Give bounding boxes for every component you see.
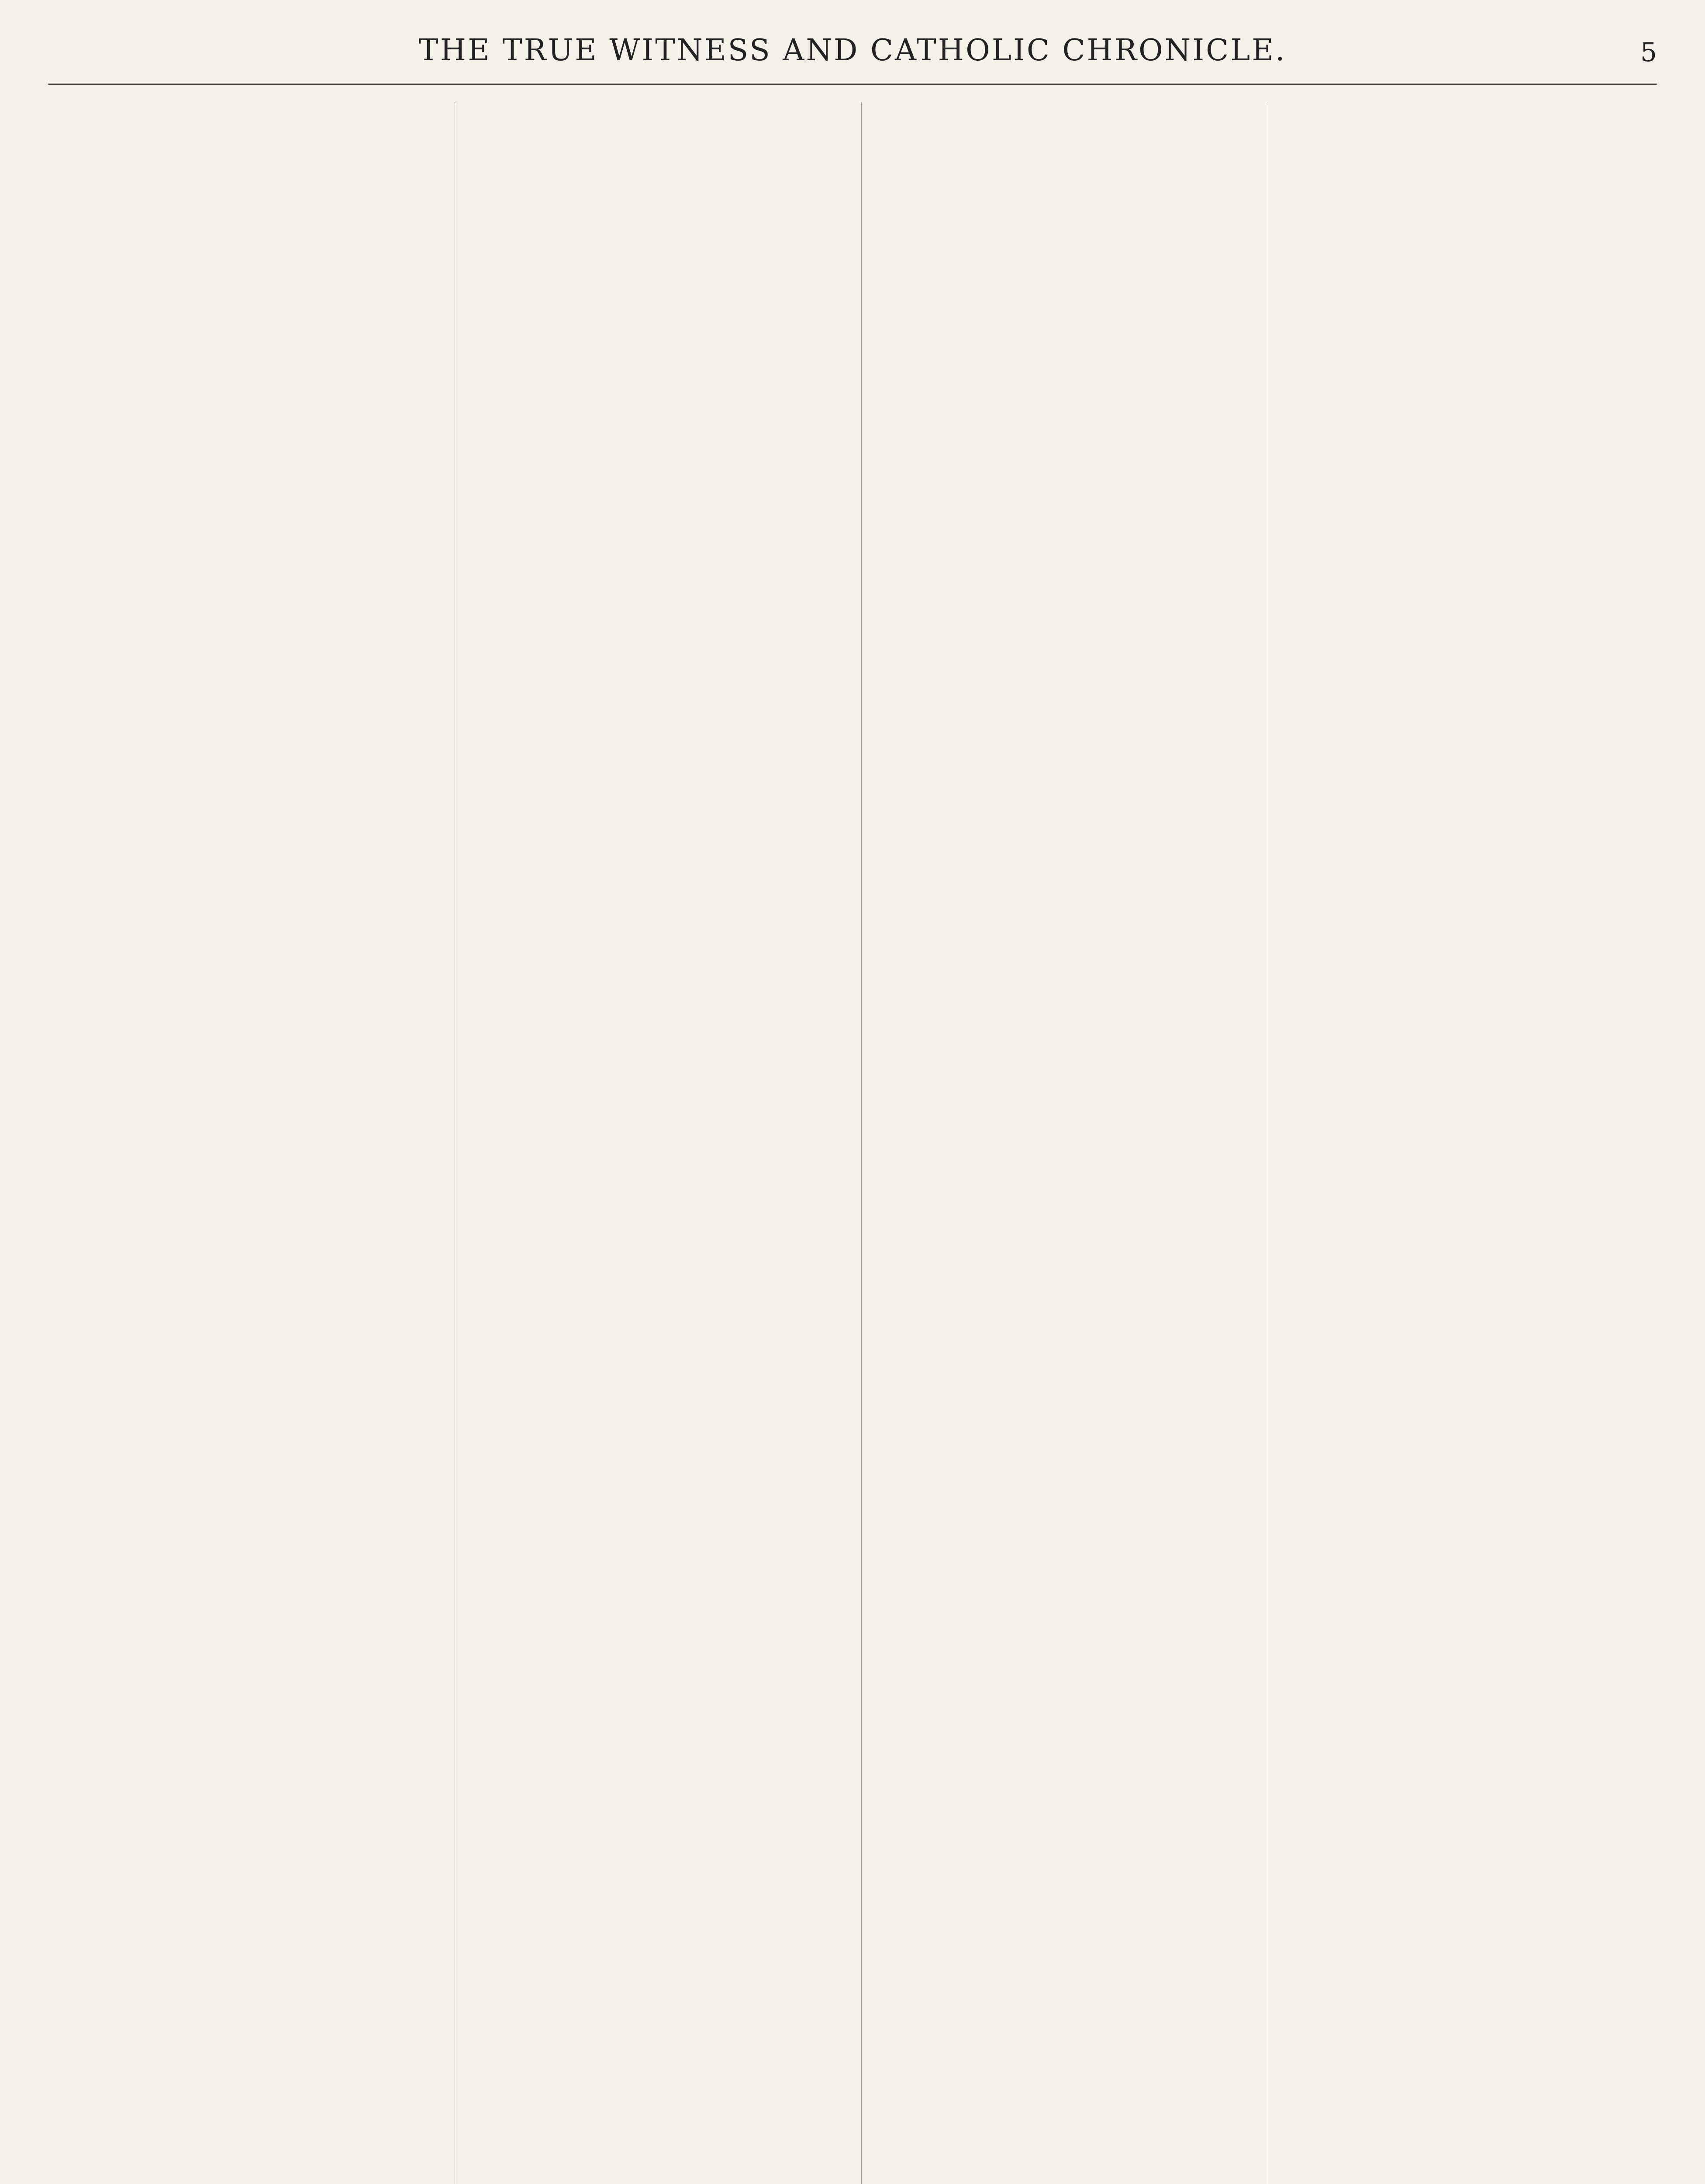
- column-4: [1268, 102, 1657, 2184]
- newspaper-title: THE TRUE WITNESS AND CATHOLIC CHRONICLE.: [418, 33, 1287, 68]
- masthead: [48, 0, 1657, 85]
- column-2: [455, 102, 844, 2184]
- page-number: 5: [1640, 37, 1657, 68]
- column-3: [861, 102, 1250, 2184]
- column-1: [48, 102, 437, 2184]
- article-columns: [48, 102, 1657, 2184]
